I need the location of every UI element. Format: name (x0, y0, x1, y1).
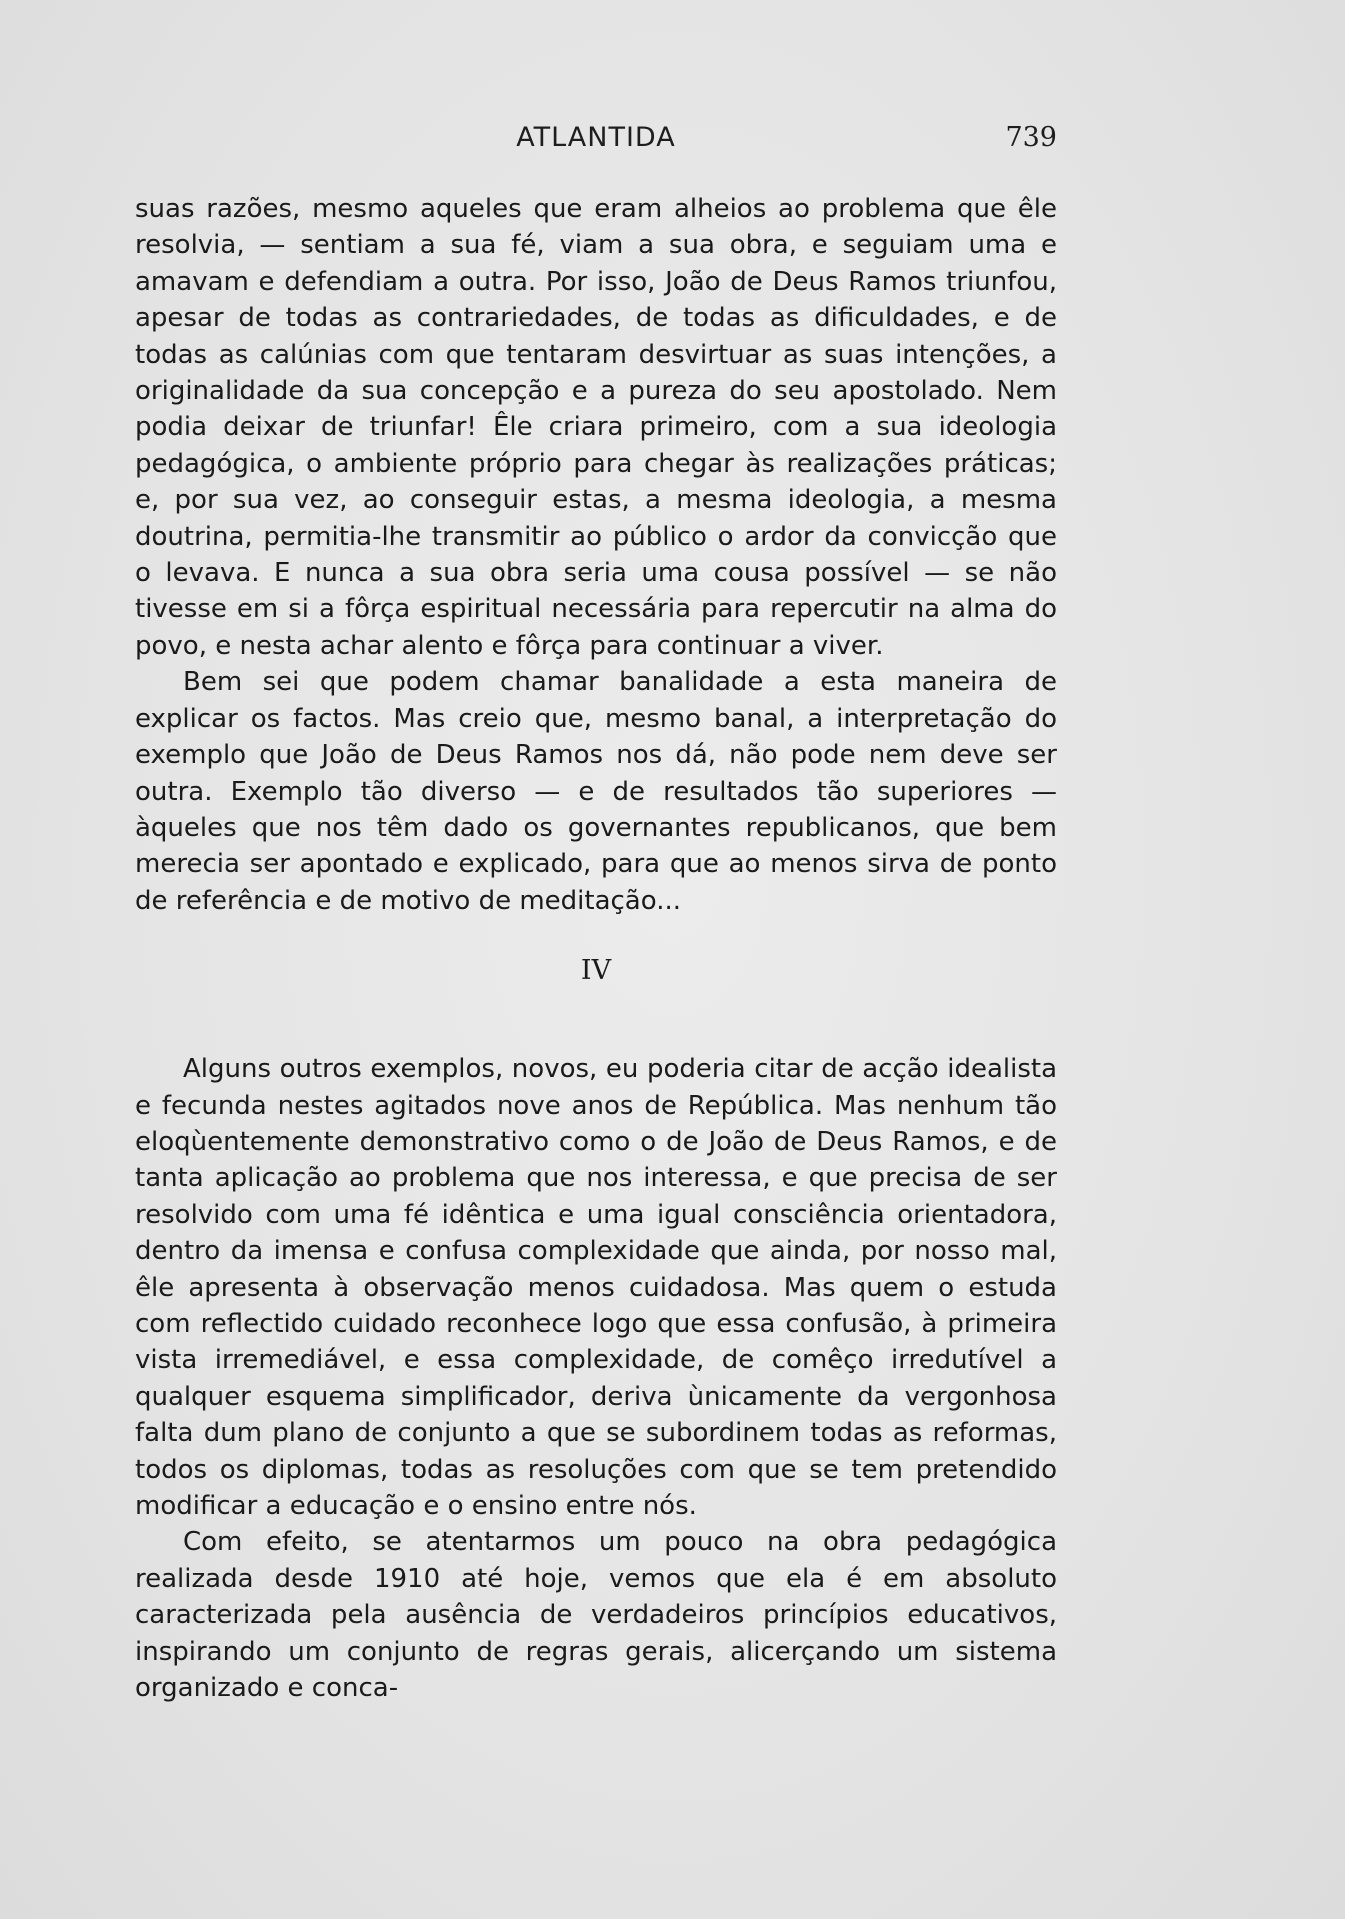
body-text (135, 191, 1057, 1706)
paragraph: Bem sei que podem chamar banalidade a esta maneira de explicar os factos. Mas creio que, mesmo banal, a interpretação do exemplo que João de Deus Ramos nos dá, não pode nem deve ser outra. Exemplo tão diverso — e de resultados tão superiores — àqueles que nos têm dado os governantes republicanos, que bem merecia ser apontado e explicado, para que ao menos sirva de ponto de referência e de motivo de meditação... (135, 667, 1057, 916)
page-number: 739 (1005, 122, 1057, 153)
running-title: ATLANTIDA (516, 122, 676, 153)
paragraph: Alguns outros exemplos, novos, eu poderia citar de acção idealista e fecunda nestes agitados nove anos de República. Mas nenhum tão eloqùentemente demonstrativo como o de João de Deus Ramos, e de tanta aplicação ao problema que nos interessa, e que precisa de ser resolvido com uma fé idêntica e uma igual consciência orientadora, dentro da imensa e confusa complexidade que ainda, por nosso mal, êle apresenta à observação menos cuidadosa. Mas quem o estuda com reflectido cuidado reconhece logo que essa confusão, à primeira vista irremediável, e essa complexidade, de comêço irredutível a qualquer esquema simplificador, deriva ùnicamente da vergonhosa falta dum plano de conjunto a que se subordinem todas as reformas, todos os diplomas, todas as resoluções com que se tem pretendido modificar a educação e o ensino entre nós. (135, 1054, 1057, 1521)
paragraph: Com efeito, se atentarmos um pouco na obra pedagógica realizada desde 1910 até hoje, vemos que ela é em absoluto caracterizada pela ausência de verdadeiros princípios educativos, inspirando um conjunto de regras gerais, alicerçando um sistema organizado e conca- (135, 1527, 1057, 1704)
section-heading: IV (580, 955, 612, 987)
paragraph-continued: suas razões, mesmo aqueles que eram alheios ao problema que êle resolvia, — sentiam a sua fé, viam a sua obra, e seguiam uma e amavam e defendiam a outra. Por isso, João de Deus Ramos triunfou, apesar de todas as contrariedades, de todas as dificuldades, e de todas as calúnias com que tentaram desvirtuar as suas intenções, a originalidade da sua concepção e a pureza do seu apostolado. Nem podia deixar de triunfar! Êle criara primeiro, com a sua ideologia pedagógica, o ambiente próprio para chegar às realizações práticas; e, por sua vez, ao conseguir estas, a mesma ideologia, a mesma doutrina, permitia-lhe transmitir ao público o ardor da convicção que o levava. E nunca a sua obra seria uma cousa possível — se não tivesse em si a fôrça espiritual necessária para repercutir na alma do povo, e nesta achar alento e fôrça para continuar a viver. (135, 194, 1057, 661)
page-header (135, 122, 1057, 162)
